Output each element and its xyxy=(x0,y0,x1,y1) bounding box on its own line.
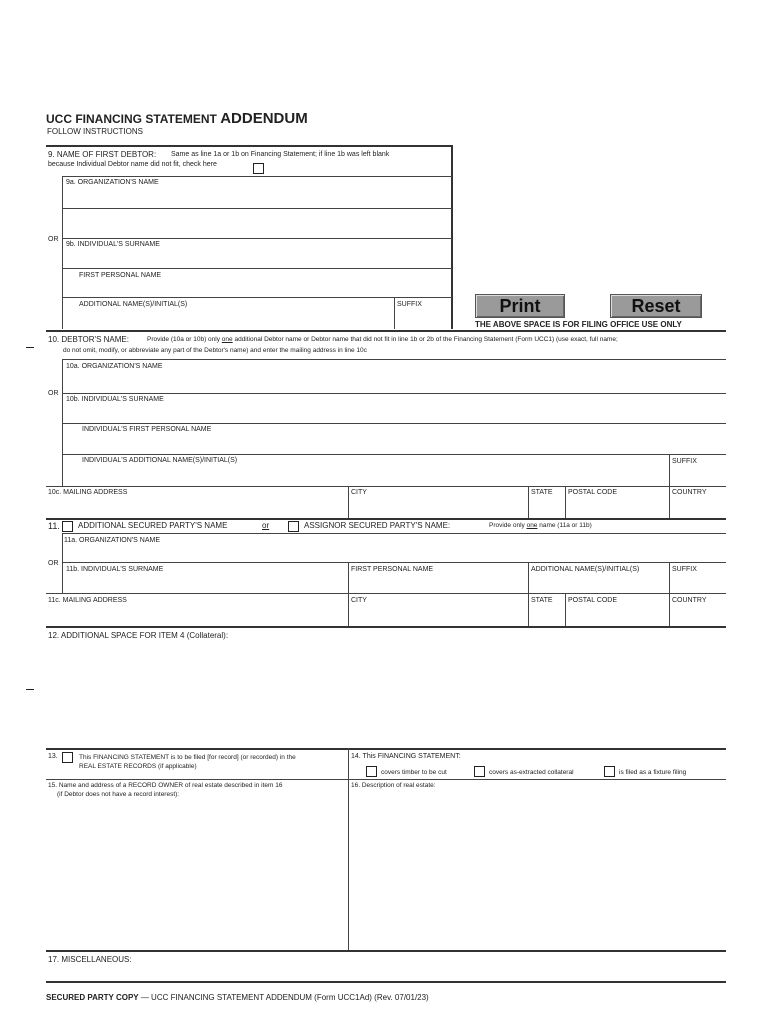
item11c-state-label: STATE xyxy=(531,597,553,604)
item10-additional-label: INDIVIDUAL'S ADDITIONAL NAME(S)/INITIAL(S) xyxy=(82,457,238,464)
item9-suffix-label: SUFFIX xyxy=(397,301,422,308)
item11c-postal-divider xyxy=(565,593,566,627)
item11-additional-divider xyxy=(528,562,529,593)
item9-line-b xyxy=(62,208,452,209)
item9a-label: 9a. ORGANIZATION'S NAME xyxy=(66,179,159,186)
item9-suffix-divider xyxy=(394,297,395,329)
item10c-city-label: CITY xyxy=(351,489,367,496)
form-title-addendum: ADDENDUM xyxy=(220,110,308,127)
item9-desc-line1: Same as line 1a or 1b on Financing Statement; if line 1b was left blank xyxy=(171,151,390,158)
item15-top-line xyxy=(46,779,726,780)
item9-suffix-input[interactable] xyxy=(396,311,450,325)
item13-line1: This FINANCING STATEMENT is to be filed [for record] (or recorded) in the xyxy=(79,754,296,761)
item9-line-c xyxy=(62,238,452,239)
item10-line-b xyxy=(62,393,726,394)
item10-desc1a: Provide (10a or 10b) only xyxy=(147,336,222,343)
item9-line-a xyxy=(62,176,452,177)
item10-or: OR xyxy=(48,390,59,397)
item9-first-input[interactable] xyxy=(64,281,450,295)
item11c-city-divider xyxy=(348,593,349,627)
item10-desc1b: additional Debtor name or Debtor name that did not fit in line 1b or 2b of the Financing Statement (Form UCC1) (use exact, full name; xyxy=(232,336,618,343)
item11-left-rule xyxy=(62,533,63,593)
item11-suffix-label: SUFFIX xyxy=(672,566,697,573)
item11-num: 11. xyxy=(48,521,60,531)
footer-rest: — UCC FINANCING STATEMENT ADDENDUM (Form UCC1Ad) (Rev. 07/01/23) xyxy=(138,993,429,1002)
margin-mark-bottom xyxy=(26,689,34,690)
item11-additional-name-label: ADDITIONAL NAME(S)/INITIAL(S) xyxy=(531,566,640,573)
item11c-state-input[interactable] xyxy=(530,607,564,623)
item9-right-border xyxy=(451,145,453,329)
item10c-state-input[interactable] xyxy=(530,499,564,515)
item17-label: 17. MISCELLANEOUS: xyxy=(48,955,132,964)
item11-top-border xyxy=(46,518,726,520)
item10-additional-input[interactable] xyxy=(64,467,668,483)
item9-or: OR xyxy=(48,236,59,243)
item10b-label: 10b. INDIVIDUAL'S SURNAME xyxy=(66,396,164,403)
item11c-city-input[interactable] xyxy=(350,607,526,623)
margin-mark-top xyxy=(26,347,34,348)
item11-first-divider xyxy=(348,562,349,593)
item9b-label: 9b. INDIVIDUAL'S SURNAME xyxy=(66,241,160,248)
footer-copy: SECURED PARTY COPY xyxy=(46,993,139,1002)
item13-top-border xyxy=(46,748,726,750)
item16-label: 16. Description of real estate: xyxy=(351,782,436,789)
item11-first-label: FIRST PERSONAL NAME xyxy=(351,566,434,573)
item11-assignor-checkbox[interactable] xyxy=(288,521,299,532)
item14-timber-label: covers timber to be cut xyxy=(381,769,447,776)
item11c-label: 11c. MAILING ADDRESS xyxy=(48,597,127,604)
item9-title: 9. NAME OF FIRST DEBTOR: xyxy=(48,150,157,159)
item11-suffix-input[interactable] xyxy=(671,576,725,590)
item9-line-d xyxy=(62,268,452,269)
item9-top-border xyxy=(46,145,453,147)
item10b-input[interactable] xyxy=(64,406,724,420)
filing-office-note: THE ABOVE SPACE IS FOR FILING OFFICE USE ONLY xyxy=(475,320,682,329)
item10c-mailing-input[interactable] xyxy=(48,499,346,515)
form-bottom-border xyxy=(46,981,726,983)
item10c-postal-label: POSTAL CODE xyxy=(568,489,618,496)
item11c-country-input[interactable] xyxy=(671,607,725,623)
item11c-line xyxy=(46,593,726,594)
item9-left-rule xyxy=(62,176,63,329)
item10c-state-label: STATE xyxy=(531,489,553,496)
item15-owner-textarea[interactable] xyxy=(48,802,346,948)
item9-first-label: FIRST PERSONAL NAME xyxy=(79,272,162,279)
item11-provide-a: Provide only xyxy=(489,522,527,529)
item10-title: 10. DEBTOR'S NAME: xyxy=(48,335,129,344)
item11c-postal-label: POSTAL CODE xyxy=(568,597,618,604)
item14-extracted-checkbox[interactable] xyxy=(474,766,485,777)
item11b-label: 11b. INDIVIDUAL'S SURNAME xyxy=(66,566,164,573)
item10c-postal-divider xyxy=(565,486,566,518)
item11-provide-note xyxy=(489,522,592,529)
item9-desc-line2: because Individual Debtor name did not fit, check here xyxy=(48,161,217,168)
item10c-postal-input[interactable] xyxy=(567,499,667,515)
item12-label: 12. ADDITIONAL SPACE FOR ITEM 4 (Collateral): xyxy=(48,631,229,640)
form-footer xyxy=(46,993,429,1002)
item11-or: OR xyxy=(48,560,59,567)
item12-top-border xyxy=(46,626,726,628)
item10-suffix-label: SUFFIX xyxy=(672,458,697,465)
item10c-country-label: COUNTRY xyxy=(672,489,707,496)
item16-realestate-textarea[interactable] xyxy=(350,793,724,948)
item10c-city-input[interactable] xyxy=(350,499,526,515)
item10c-state-divider xyxy=(528,486,529,518)
item11a-label: 11a. ORGANIZATION'S NAME xyxy=(64,537,160,544)
item15-line2: (if Debtor does not have a record interest): xyxy=(57,791,180,798)
item10-line-d xyxy=(62,454,726,455)
item10-first-input[interactable] xyxy=(64,436,724,450)
item10a-input[interactable] xyxy=(64,374,724,390)
item9-additional-label: ADDITIONAL NAME(S)/INITIAL(S) xyxy=(79,301,188,308)
item9-additional-input[interactable] xyxy=(64,311,392,325)
item11-or-text: or xyxy=(262,521,270,530)
item11-additional-label: ADDITIONAL SECURED PARTY'S NAME xyxy=(78,521,228,530)
item10-desc-line2: do not omit, modify, or abbreviate any part of the Debtor's name) and enter the mailing address in line 10c xyxy=(63,347,367,354)
reset-button[interactable]: Reset xyxy=(610,294,702,318)
item13-num: 13. xyxy=(48,753,58,760)
item10-line-a xyxy=(62,359,726,360)
item14-label: 14. This FINANCING STATEMENT: xyxy=(351,753,461,760)
item14-fixture-label: is filed as a fixture filing xyxy=(619,769,687,776)
item10-suffix-input[interactable] xyxy=(671,468,725,482)
item11c-postal-input[interactable] xyxy=(567,607,667,623)
item10-desc-line1 xyxy=(147,336,618,343)
item11-provide-one: one xyxy=(526,522,538,529)
item10c-label: 10c. MAILING ADDRESS xyxy=(48,489,128,496)
item13-line2: REAL ESTATE RECORDS (if applicable) xyxy=(79,763,197,770)
item11-assignor-label: ASSIGNOR SECURED PARTY'S NAME: xyxy=(304,521,451,530)
item17-top-border xyxy=(46,950,726,952)
form-title-main: UCC FINANCING STATEMENT xyxy=(46,112,221,126)
item11c-state-divider xyxy=(528,593,529,627)
item11c-city-label: CITY xyxy=(351,597,367,604)
item14-extracted-label: covers as-extracted collateral xyxy=(489,769,574,776)
item9-same-as-checkbox[interactable] xyxy=(253,163,264,174)
item10c-city-divider xyxy=(348,486,349,518)
form-title xyxy=(46,110,308,127)
item15-line1: 15. Name and address of a RECORD OWNER of real estate described in item 16 xyxy=(48,782,283,789)
item11-line-b xyxy=(62,562,726,563)
item10-line-c xyxy=(62,423,726,424)
item11-additional-checkbox[interactable] xyxy=(62,521,73,532)
item9a-input[interactable] xyxy=(64,190,450,206)
item17-misc-textarea[interactable] xyxy=(48,966,724,978)
item9b-input[interactable] xyxy=(64,251,450,265)
item11-first-input[interactable] xyxy=(350,576,526,590)
item10-top-border xyxy=(46,330,726,332)
item11-line-a xyxy=(62,533,726,534)
follow-instructions: FOLLOW INSTRUCTIONS xyxy=(47,127,144,136)
item11-additional-name-input[interactable] xyxy=(530,576,667,590)
item10-desc1-one: one xyxy=(221,336,233,343)
item11-provide-b: name (11a or 11b) xyxy=(537,522,592,529)
item10c-line xyxy=(46,486,726,487)
item11c-mailing-input[interactable] xyxy=(48,607,346,623)
item11-suffix-divider xyxy=(669,562,670,593)
item11c-country-label: COUNTRY xyxy=(672,597,707,604)
item14-fixture-checkbox[interactable] xyxy=(604,766,615,777)
item13-checkbox[interactable] xyxy=(62,752,73,763)
item11c-country-divider xyxy=(669,593,670,627)
item11b-input[interactable] xyxy=(64,576,346,590)
item10-first-label: INDIVIDUAL'S FIRST PERSONAL NAME xyxy=(82,426,212,433)
item10c-country-input[interactable] xyxy=(671,499,725,515)
item11a-input[interactable] xyxy=(64,546,724,560)
print-button[interactable]: Print xyxy=(475,294,565,318)
item12-collateral-textarea[interactable] xyxy=(48,645,724,745)
item10a-label: 10a. ORGANIZATION'S NAME xyxy=(66,363,163,370)
item14-timber-checkbox[interactable] xyxy=(366,766,377,777)
